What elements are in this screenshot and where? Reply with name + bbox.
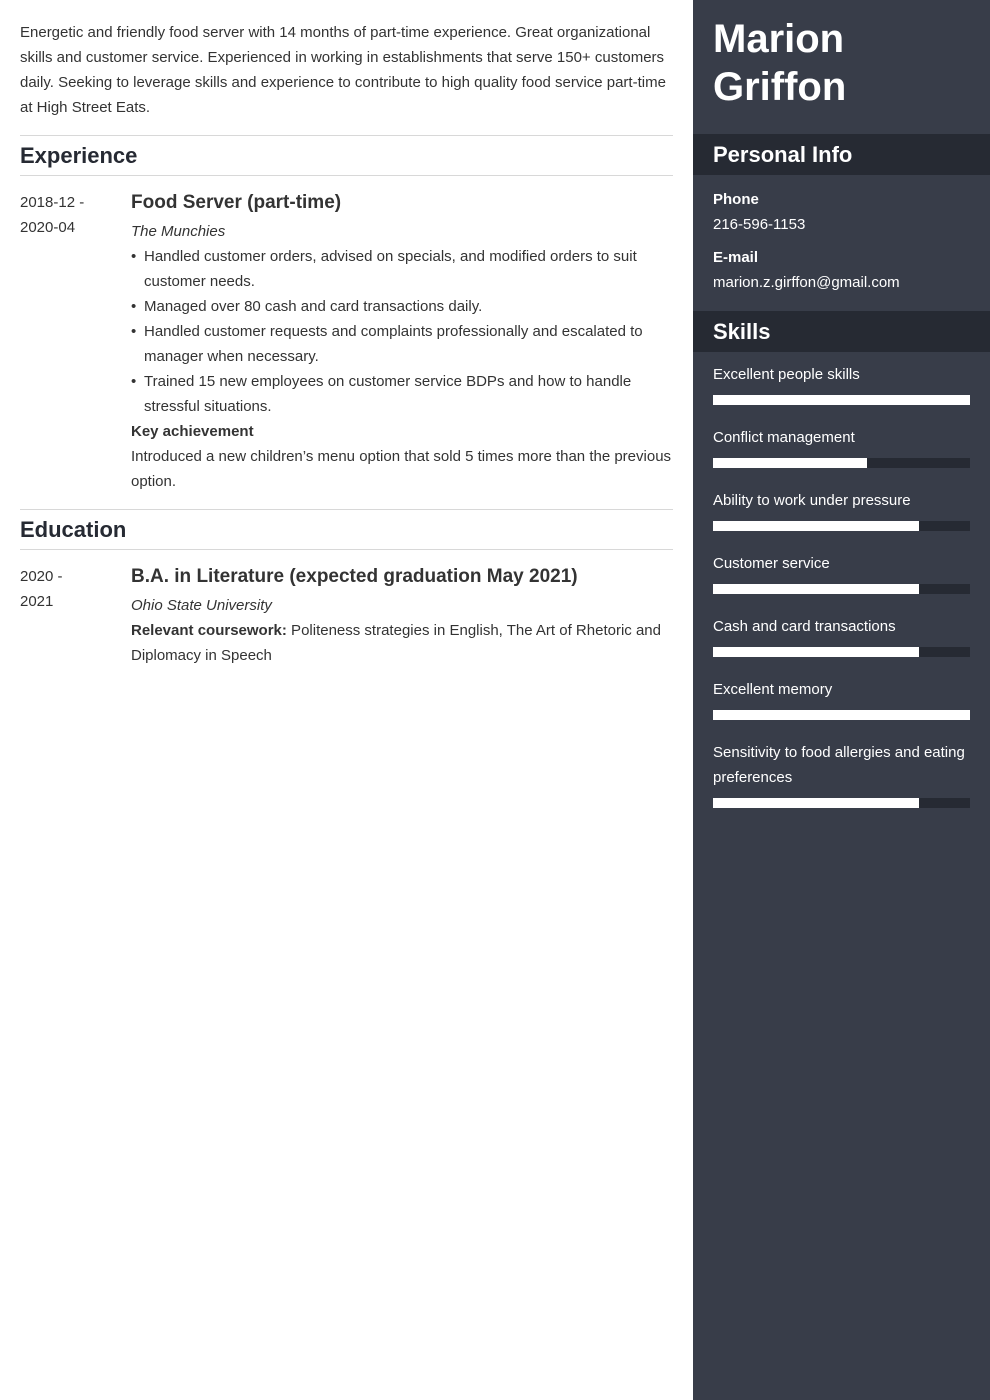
responsibilities-list bbox=[131, 244, 673, 419]
education-section-header bbox=[20, 509, 673, 550]
education-heading: Education bbox=[20, 517, 127, 542]
date-end: 2021 bbox=[20, 593, 54, 610]
skill-item bbox=[713, 362, 970, 405]
experience-body bbox=[131, 190, 673, 494]
phone-label: Phone bbox=[713, 191, 759, 208]
skill-level-fill bbox=[713, 798, 919, 808]
email-label: E-mail bbox=[713, 249, 759, 266]
skill-name: Conflict management bbox=[713, 429, 855, 446]
skill-bar bbox=[713, 584, 970, 594]
skill-bar bbox=[713, 798, 970, 808]
email-value: marion.z.girffon@gmail.com bbox=[713, 274, 900, 291]
skill-name: Excellent memory bbox=[713, 681, 833, 698]
achievement-text: Introduced a new children’s menu option that sold 5 times more than the previous option. bbox=[131, 448, 672, 490]
skill-level-fill bbox=[713, 458, 867, 468]
education-dates bbox=[20, 564, 131, 668]
list-item: • Handled customer orders, advised on specials, and modified orders to suit customer needs. bbox=[131, 244, 673, 294]
coursework-label: Relevant coursework: bbox=[131, 622, 287, 639]
skill-item bbox=[713, 425, 970, 468]
skill-name: Customer service bbox=[713, 555, 830, 572]
coursework bbox=[131, 618, 673, 668]
skill-item bbox=[713, 614, 970, 657]
skill-name: Sensitivity to food allergies and eating preferences bbox=[713, 744, 965, 786]
employer: The Munchies bbox=[131, 223, 226, 240]
personal-info bbox=[693, 175, 990, 311]
list-item: • Handled customer requests and complaints professionally and escalated to manager when necessary. bbox=[131, 319, 673, 369]
skills-list bbox=[693, 352, 990, 808]
education-body bbox=[131, 564, 673, 668]
education-entry bbox=[20, 564, 673, 668]
skill-item bbox=[713, 488, 970, 531]
experience-dates bbox=[20, 190, 131, 494]
skill-item bbox=[713, 740, 970, 808]
job-title: Food Server (part-time) bbox=[131, 192, 342, 213]
skill-name: Cash and card transactions bbox=[713, 618, 896, 635]
phone-value: 216-596-1153 bbox=[713, 216, 806, 233]
date-end: 2020-04 bbox=[20, 219, 76, 236]
personal-info-heading: Personal Info bbox=[693, 134, 990, 175]
skill-level-fill bbox=[713, 647, 919, 657]
skill-item bbox=[713, 551, 970, 594]
skill-bar bbox=[713, 458, 970, 468]
skill-level-fill bbox=[713, 710, 970, 720]
experience-section-header bbox=[20, 135, 673, 176]
date-start: 2018-12 - bbox=[20, 194, 85, 211]
achievement-label: Key achievement bbox=[131, 423, 254, 440]
skill-name: Excellent people skills bbox=[713, 366, 860, 383]
experience-entry bbox=[20, 190, 673, 494]
skill-bar bbox=[713, 710, 970, 720]
last-name: Griffon bbox=[713, 65, 847, 109]
skill-level-fill bbox=[713, 584, 919, 594]
skill-name: Ability to work under pressure bbox=[713, 492, 911, 509]
skill-level-fill bbox=[713, 395, 970, 405]
experience-heading: Experience bbox=[20, 143, 138, 168]
degree-title: B.A. in Literature (expected graduation May 2021) bbox=[131, 566, 578, 587]
skill-level-fill bbox=[713, 521, 919, 531]
skill-bar bbox=[713, 647, 970, 657]
list-item: • Trained 15 new employees on customer service BDPs and how to handle stressful situations. bbox=[131, 369, 673, 419]
coursework-text: Politeness strategies in English, The Art of Rhetoric and Diplomacy in Speech bbox=[131, 622, 661, 664]
sidebar bbox=[693, 0, 990, 1400]
skill-bar bbox=[713, 395, 970, 405]
skills-heading: Skills bbox=[693, 311, 990, 352]
skill-item bbox=[713, 677, 970, 720]
skill-bar bbox=[713, 521, 970, 531]
school-name: Ohio State University bbox=[131, 597, 272, 614]
date-start: 2020 - bbox=[20, 568, 63, 585]
first-name: Marion bbox=[713, 17, 845, 61]
list-item: • Managed over 80 cash and card transactions daily. bbox=[131, 294, 673, 319]
candidate-name bbox=[693, 0, 990, 134]
summary-text: Energetic and friendly food server with 14 months of part-time experience. Great organizational skills and customer service. Experienced in working in establishments that serve 150+ customers daily. Seeking to leverage skills and experience to contribute to high quality food service part-time at High Street Eats. bbox=[20, 24, 666, 116]
